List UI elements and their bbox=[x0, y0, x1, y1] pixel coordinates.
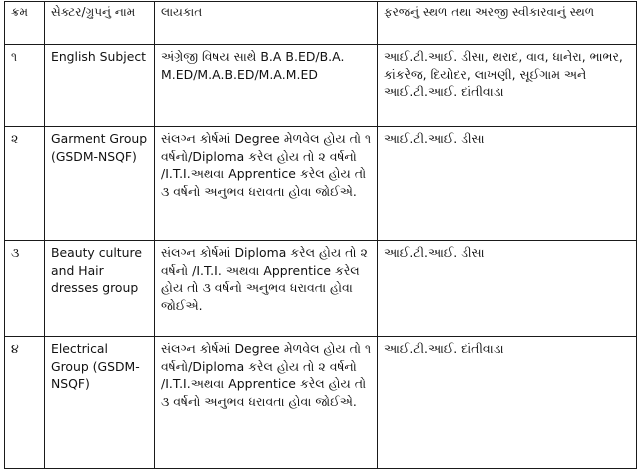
row-serial-number: ૨ bbox=[5, 127, 45, 241]
table-header-row bbox=[5, 2, 637, 45]
table-row bbox=[5, 337, 637, 469]
table-row bbox=[5, 241, 637, 337]
header-sector-group-name: સેક્ટર/ગ્રુપનું નામ bbox=[45, 2, 155, 45]
header-duty-and-application-place: ફરજનું સ્થળ તથા અરજી સ્વીકારવાનું સ્થળ bbox=[378, 2, 637, 45]
row-qualification: સંલગ્ન કોર્ષમાં Diploma કરેલ હોય તો ૨ વર્ષનો /I.T.I. અથવા Apprentice કરેલ હોય તો ૩ વર્ષનો અનુભવ ધરાવતા હોવા જોઈએ. bbox=[155, 241, 378, 337]
row-sector-name: Beauty culture and Hair dresses group bbox=[45, 241, 155, 337]
row-place: આઈ.ટી.આઈ. ડીસા bbox=[378, 127, 637, 241]
recruitment-table bbox=[4, 1, 637, 469]
row-qualification: અંગ્રેજી વિષય સાથે B.A B.ED/B.A. M.ED/M.A.B.ED/M.A.M.ED bbox=[155, 45, 378, 127]
row-qualification: સંલગ્ન કોર્ષમાં Degree મેળવેલ હોય તો ૧ વર્ષનો/Diploma કરેલ હોય તો ૨ વર્ષનો /I.T.I.અથવા Apprentice કરેલ હોય તો ૩ વર્ષનો અનુભવ ધરાવતા હોવા જોઈએ. bbox=[155, 337, 378, 469]
row-place: આઈ.ટી.આઈ. દાંતીવાડા bbox=[378, 337, 637, 469]
header-qualification: લાયકાત bbox=[155, 2, 378, 45]
row-sector-name: Electrical Group (GSDM-NSQF) bbox=[45, 337, 155, 469]
table-row bbox=[5, 127, 637, 241]
row-serial-number: ૧ bbox=[5, 45, 45, 127]
row-place: આઈ.ટી.આઈ. ડીસા bbox=[378, 241, 637, 337]
row-serial-number: ૪ bbox=[5, 337, 45, 469]
header-serial-number: ક્રમ bbox=[5, 2, 45, 45]
table-row bbox=[5, 45, 637, 127]
row-sector-name: Garment Group (GSDM-NSQF) bbox=[45, 127, 155, 241]
row-sector-name: English Subject bbox=[45, 45, 155, 127]
row-place: આઈ.ટી.આઈ. ડીસા, થરાદ, વાવ, ધાનેરા, ભાભર, કાંકરેજ, દિયોદર, લાખણી, સૂઈગામ અને આઈ.ટી.આઈ. દાંતીવાડા bbox=[378, 45, 637, 127]
row-qualification: સંલગ્ન કોર્ષમાં Degree મેળવેલ હોય તો ૧ વર્ષનો/Diploma કરેલ હોય તો ૨ વર્ષનો /I.T.I.અથવા Apprentice કરેલ હોય તો ૩ વર્ષનો અનુભવ ધરાવતા હોવા જોઈએ. bbox=[155, 127, 378, 241]
row-serial-number: ૩ bbox=[5, 241, 45, 337]
